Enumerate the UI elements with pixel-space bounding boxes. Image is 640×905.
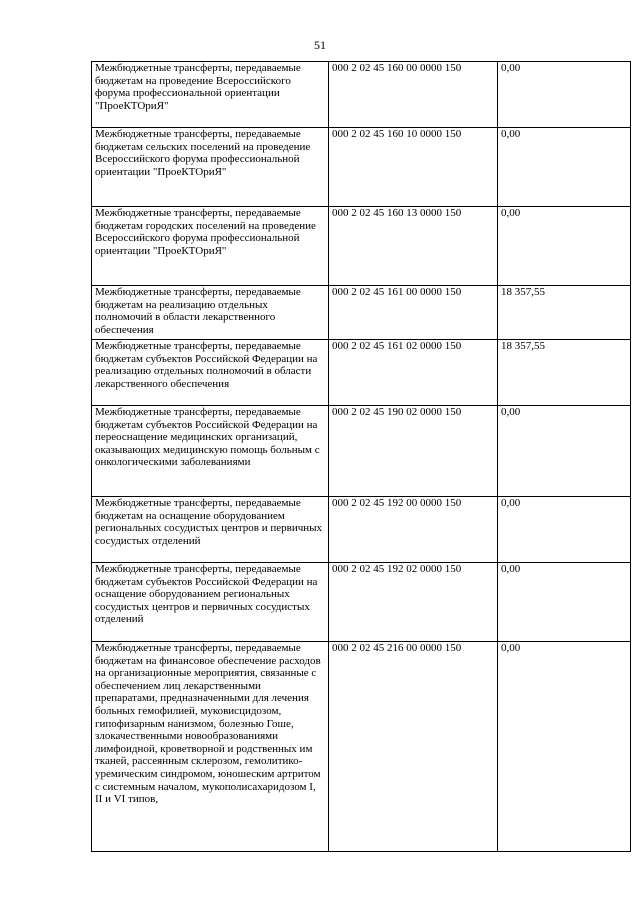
page-number: 51 bbox=[314, 38, 326, 52]
row-name: Межбюджетные трансферты, передаваемые бюджетам на реализацию отдельных полномочий в области лекарственного обеспечения bbox=[92, 286, 329, 340]
row-code: 000 2 02 45 160 00 0000 150 bbox=[329, 62, 498, 128]
row-code: 000 2 02 45 161 00 0000 150 bbox=[329, 286, 498, 340]
table-row bbox=[92, 642, 631, 852]
budget-transfers-table bbox=[91, 61, 631, 852]
row-amount: 18 357,55 bbox=[498, 286, 631, 340]
table-body bbox=[92, 62, 631, 852]
row-code: 000 2 02 45 161 02 0000 150 bbox=[329, 340, 498, 406]
row-amount: 0,00 bbox=[498, 62, 631, 128]
table-row bbox=[92, 406, 631, 497]
table-row bbox=[92, 563, 631, 642]
row-name: Межбюджетные трансферты, передаваемые бюджетам субъектов Российской Федерации на оснащение оборудованием региональных сосудистых центров и первичных сосудистых отделений bbox=[92, 563, 329, 642]
table-row bbox=[92, 497, 631, 563]
row-name: Межбюджетные трансферты, передаваемые бюджетам городских поселений на проведение Всероссийского форума профессиональной ориентации "ПроеКТОриЯ" bbox=[92, 207, 329, 286]
row-code: 000 2 02 45 192 00 0000 150 bbox=[329, 497, 498, 563]
row-code: 000 2 02 45 216 00 0000 150 bbox=[329, 642, 498, 852]
row-code: 000 2 02 45 160 10 0000 150 bbox=[329, 128, 498, 207]
row-name: Межбюджетные трансферты, передаваемые бюджетам субъектов Российской Федерации на переоснащение медицинских организаций, оказывающих медицинскую помощь больным с онкологическими заболеваниями bbox=[92, 406, 329, 497]
row-amount: 0,00 bbox=[498, 563, 631, 642]
row-amount: 0,00 bbox=[498, 642, 631, 852]
table-row bbox=[92, 128, 631, 207]
row-amount: 0,00 bbox=[498, 207, 631, 286]
row-name: Межбюджетные трансферты, передаваемые бюджетам сельских поселений на проведение Всероссийского форума профессиональной ориентации "ПроеКТОриЯ" bbox=[92, 128, 329, 207]
table-row bbox=[92, 286, 631, 340]
row-code: 000 2 02 45 192 02 0000 150 bbox=[329, 563, 498, 642]
row-amount: 0,00 bbox=[498, 497, 631, 563]
row-name: Межбюджетные трансферты, передаваемые бюджетам субъектов Российской Федерации на реализацию отдельных полномочий в области лекарственного обеспечения bbox=[92, 340, 329, 406]
row-name: Межбюджетные трансферты, передаваемые бюджетам на оснащение оборудованием региональных сосудистых центров и первичных сосудистых отделений bbox=[92, 497, 329, 563]
table-row bbox=[92, 340, 631, 406]
row-name: Межбюджетные трансферты, передаваемые бюджетам на финансовое обеспечение расходов на организационные мероприятия, связанные с обеспечением лиц лекарственными препаратами, предназначенными для лечения больных гемофилией, муковисцидозом, гипофизарным нанизмом, болезнью Гоше, злокачественными новообразованиями лимфоидной, кроветворной и родственных им тканей, рассеянным склерозом, гемолитико-уремическим синдромом, юношеским артритом с системным началом, мукополисахаридозом I, II и VI типов, bbox=[92, 642, 329, 852]
table-row bbox=[92, 62, 631, 128]
row-code: 000 2 02 45 160 13 0000 150 bbox=[329, 207, 498, 286]
row-name: Межбюджетные трансферты, передаваемые бюджетам на проведение Всероссийского форума профессиональной ориентации "ПроеКТОриЯ" bbox=[92, 62, 329, 128]
row-amount: 0,00 bbox=[498, 128, 631, 207]
row-amount: 18 357,55 bbox=[498, 340, 631, 406]
row-amount: 0,00 bbox=[498, 406, 631, 497]
table-row bbox=[92, 207, 631, 286]
row-code: 000 2 02 45 190 02 0000 150 bbox=[329, 406, 498, 497]
